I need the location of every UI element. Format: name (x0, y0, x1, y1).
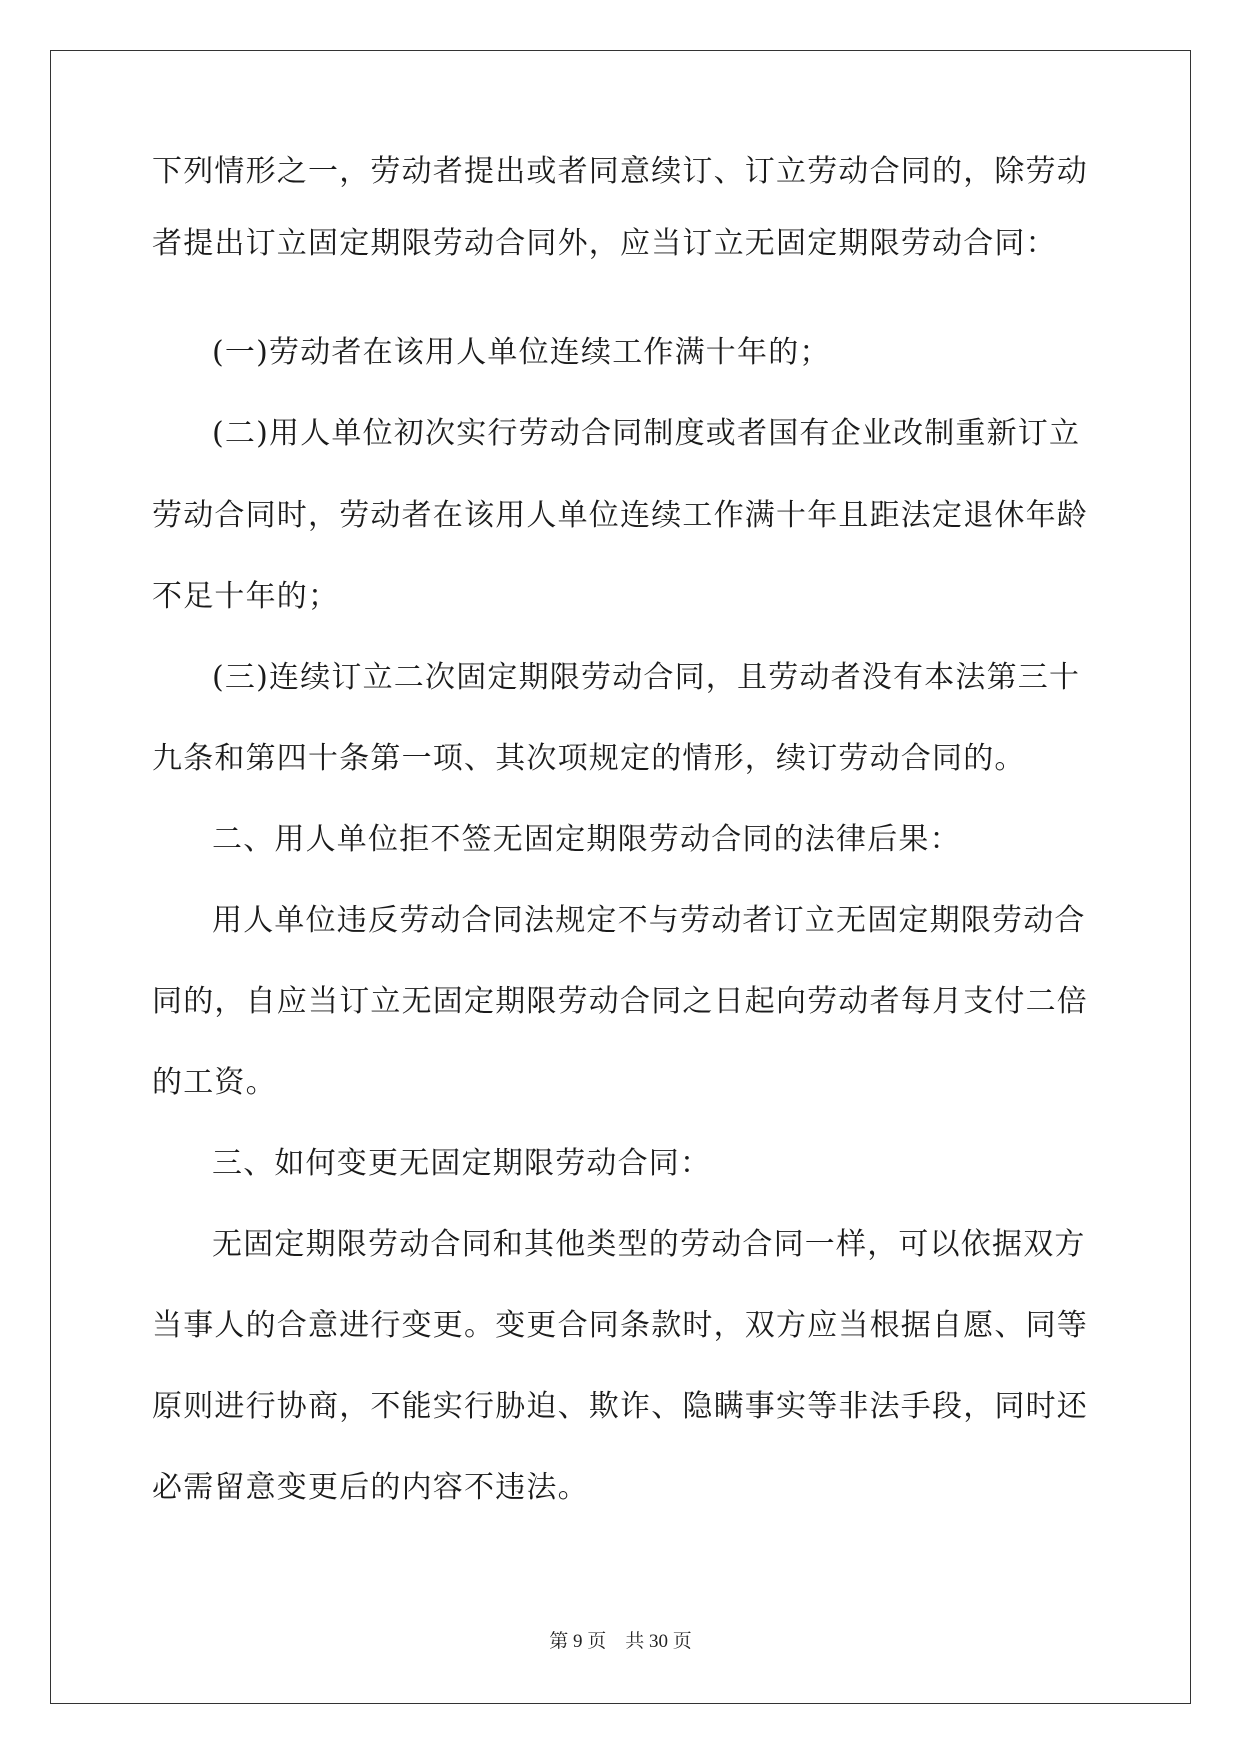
text-line: 者提出订立固定期限劳动合同外，应当订立无固定期限劳动合同： (152, 226, 1057, 261)
text-line: (一)劳动者在该用人单位连续工作满十年的； (212, 335, 831, 370)
text-line: 九条和第四十条第一项、其次项规定的情形，续订劳动合同的。 (152, 741, 1026, 776)
text-line: (三)连续订立二次固定期限劳动合同，且劳动者没有本法第三十 (212, 660, 1081, 695)
text-line: 原则进行协商，不能实行胁迫、欺诈、隐瞒事实等非法手段，同时还 (152, 1389, 1088, 1424)
text-line: (二)用人单位初次实行劳动合同制度或者国有企业改制重新订立 (212, 416, 1081, 451)
text-line: 用人单位违反劳动合同法规定不与劳动者订立无固定期限劳动合 (212, 903, 1086, 938)
page-number-footer: 第 9 页 共 30 页 (549, 1631, 692, 1652)
text-line: 无固定期限劳动合同和其他类型的劳动合同一样，可以依据双方 (212, 1227, 1086, 1262)
text-line: 必需留意变更后的内容不违法。 (152, 1470, 589, 1505)
text-line: 当事人的合意进行变更。变更合同条款时，双方应当根据自愿、同等 (152, 1308, 1088, 1343)
page-frame (50, 50, 1191, 1704)
text-line: 劳动合同时，劳动者在该用人单位连续工作满十年且距法定退休年龄 (152, 498, 1088, 533)
text-line: 不足十年的； (152, 579, 340, 614)
text-line: 三、如何变更无固定期限劳动合同： (212, 1146, 712, 1181)
text-line: 的工资。 (152, 1065, 277, 1100)
text-line: 下列情形之一，劳动者提出或者同意续订、订立劳动合同的，除劳动 (152, 154, 1088, 189)
text-line: 二、用人单位拒不签无固定期限劳动合同的法律后果： (212, 822, 961, 857)
text-line: 同的，自应当订立无固定期限劳动合同之日起向劳动者每月支付二倍 (152, 984, 1088, 1019)
